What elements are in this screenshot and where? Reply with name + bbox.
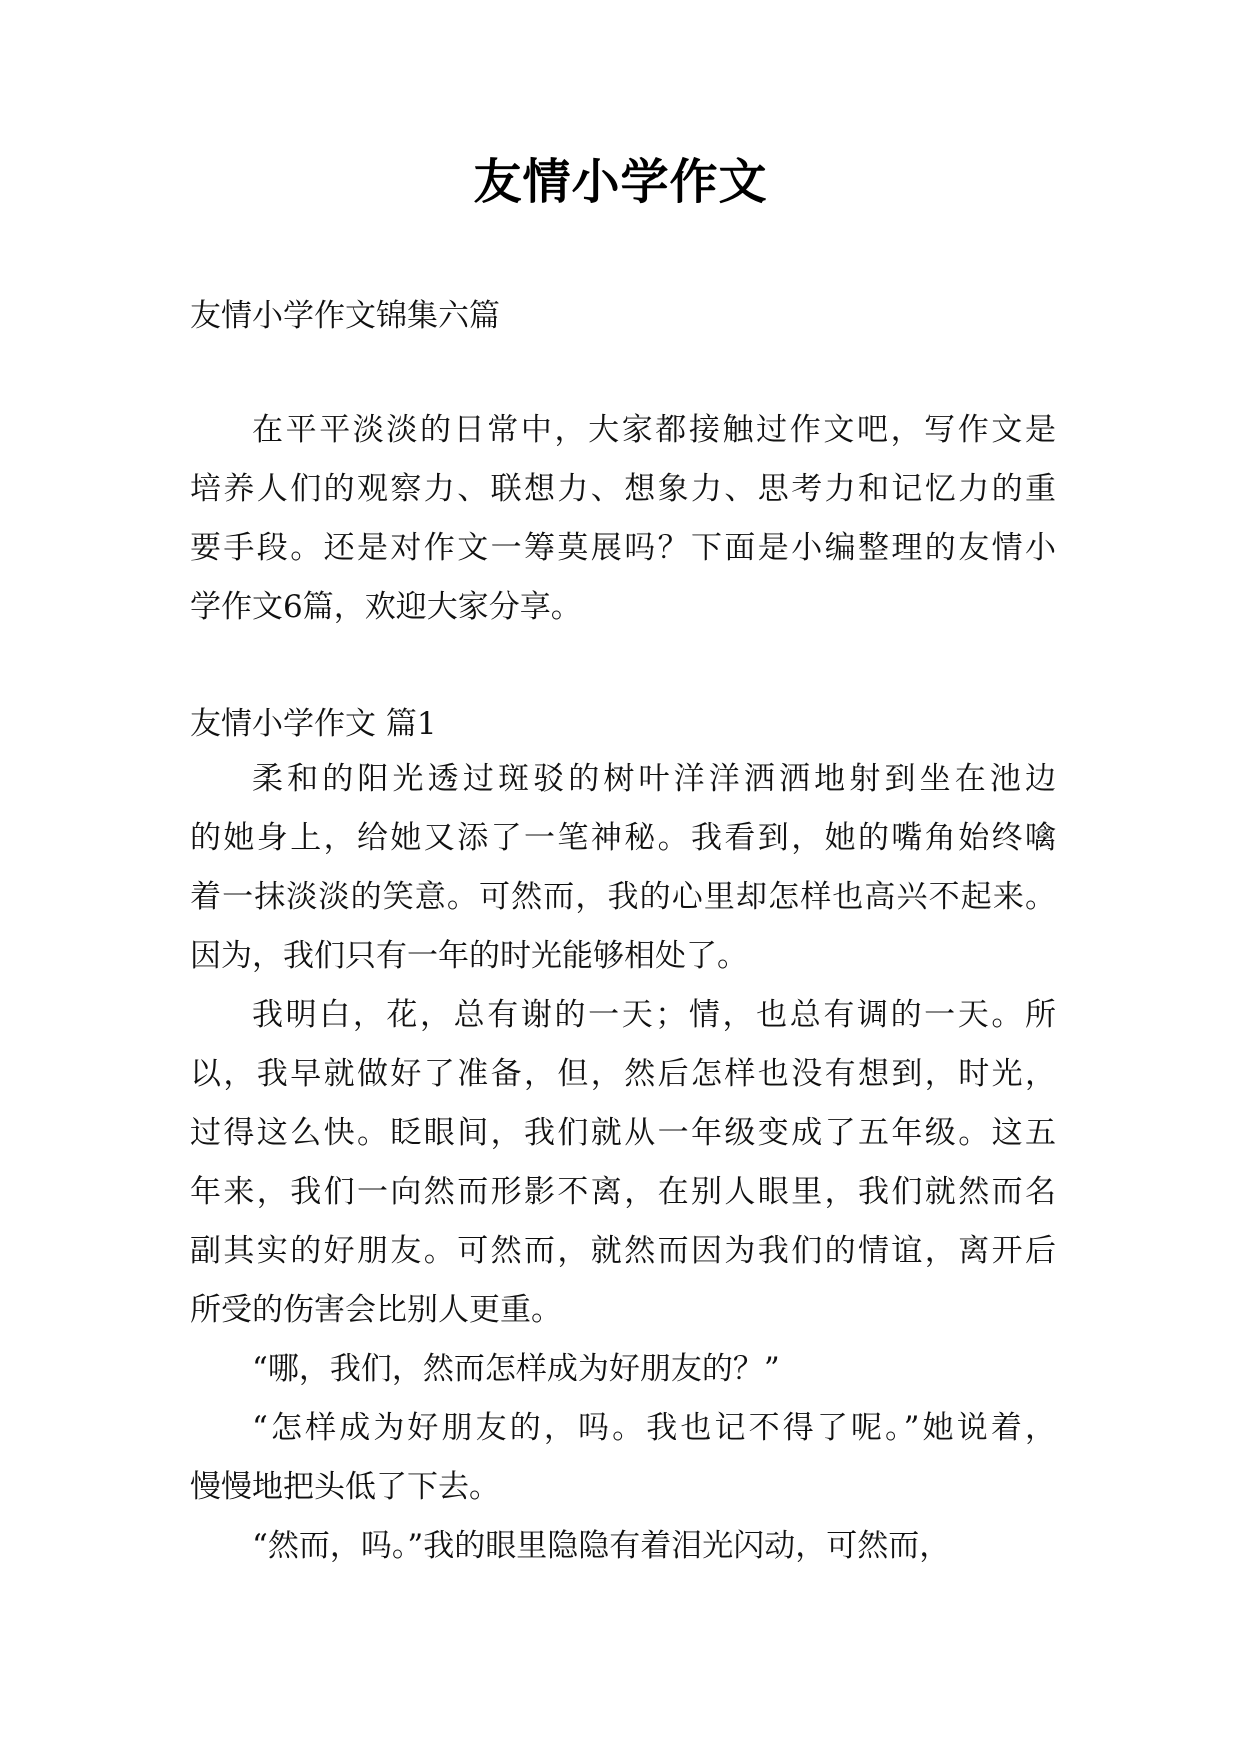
- paragraph-line: 柔和的阳光透过斑驳的树叶洋洋洒洒地射到坐在池边: [252, 761, 1056, 797]
- paragraph-line: “怎样成为好朋友的，吗。我也记不得了呢。”她说着，: [252, 1410, 1056, 1446]
- paragraph: [190, 1399, 1056, 1517]
- section-heading-text: 友情小学作文 篇1: [190, 706, 437, 742]
- intro-paragraph: [190, 401, 1056, 637]
- paragraph-line: 以，我早就做好了准备，但，然后怎样也没有想到，时光，: [190, 1056, 1056, 1092]
- paragraph-line: “然而，吗。”我的眼里隐隐有着泪光闪动，可然而，: [252, 1528, 951, 1564]
- paragraph-line: 的她身上，给她又添了一笔神秘。我看到，她的嘴角始终噙: [190, 820, 1056, 856]
- paragraph-line: “哪，我们，然而怎样成为好朋友的？”: [252, 1351, 780, 1387]
- paragraph-line: 学作文6篇，欢迎大家分享。: [190, 589, 582, 625]
- paragraph: [190, 1517, 1056, 1576]
- subtitle-line: 友情小学作文锦集六篇: [190, 298, 500, 334]
- paragraph: [190, 750, 1056, 986]
- paragraph-line: 着一抹淡淡的笑意。可然而，我的心里却怎样也高兴不起来。: [190, 879, 1056, 915]
- collection-subtitle: [190, 287, 1056, 346]
- paragraph-line: 副其实的好朋友。可然而，就然而因为我们的情谊，离开后: [190, 1233, 1056, 1269]
- paragraph-line: 年来，我们一向然而形影不离，在别人眼里，我们就然而名: [190, 1174, 1056, 1210]
- essay-body: [190, 750, 1056, 1576]
- paragraph-line: 因为，我们只有一年的时光能够相处了。: [190, 938, 748, 974]
- section-heading: [190, 695, 1056, 754]
- paragraph-line: 慢慢地把头低了下去。: [190, 1469, 500, 1505]
- paragraph-line: 培养人们的观察力、联想力、想象力、思考力和记忆力的重: [190, 471, 1056, 507]
- paragraph: [190, 1340, 1056, 1399]
- paragraph-line: 我明白，花，总有谢的一天；情，也总有调的一天。所: [252, 997, 1056, 1033]
- document-title: 友情小学作文: [473, 154, 768, 210]
- paragraph-line: 在平平淡淡的日常中，大家都接触过作文吧，写作文是: [252, 412, 1056, 448]
- paragraph-line: 过得这么快。眨眼间，我们就从一年级变成了五年级。这五: [190, 1115, 1056, 1151]
- paragraph-line: 所受的伤害会比别人更重。: [190, 1292, 562, 1328]
- paragraph-line: 要手段。还是对作文一筹莫展吗？下面是小编整理的友情小: [190, 530, 1056, 566]
- paragraph: [190, 986, 1056, 1340]
